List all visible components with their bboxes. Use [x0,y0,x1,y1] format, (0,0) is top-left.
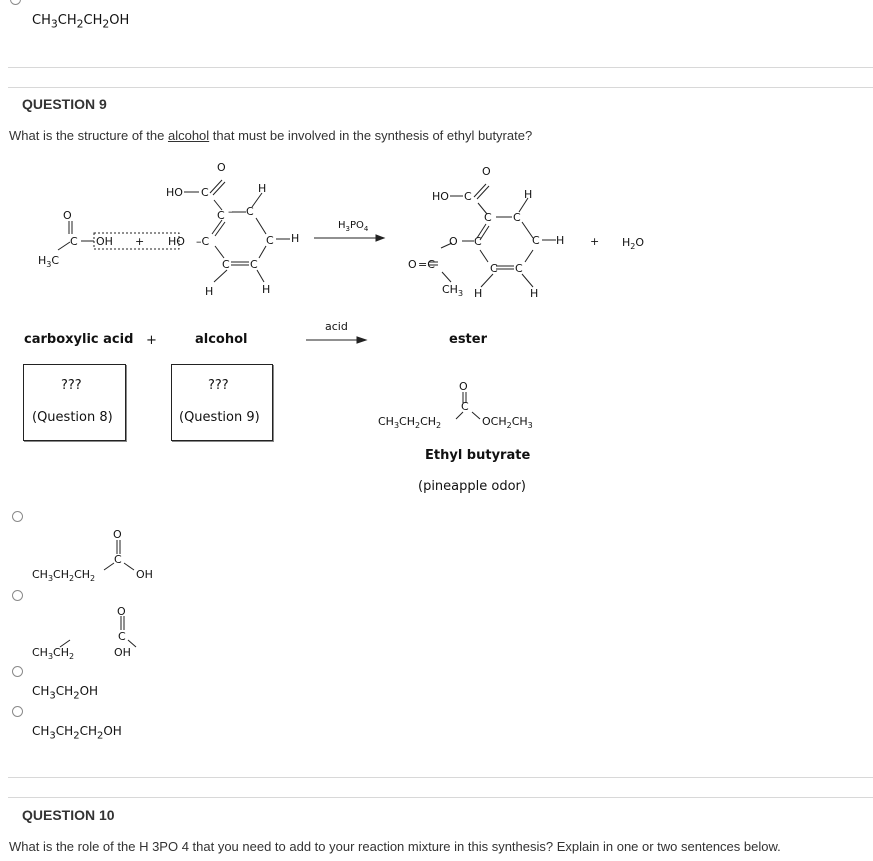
svg-text:+: + [590,235,600,248]
svg-text:O: O [408,258,417,271]
svg-text:O: O [449,235,458,248]
previous-option-label: $CH_3CH_2CH_2OH$ [32,13,130,31]
svg-text:H2O: $H_2O$ [622,236,645,251]
svg-text:CH3: $CH_3$ [442,283,464,298]
carboxylic-acid-label: carboxylic acid [24,332,134,347]
svg-text:O: O [459,380,468,393]
option-3-radio[interactable] [12,666,23,677]
svg-text:–C: –C [196,235,210,248]
svg-text:H3C: $H_3C$ [38,254,60,269]
svg-text:HO: HO [432,190,449,203]
option-3-label: $CH_3CH_2OH$ [32,684,99,702]
svg-text:HO: HO [166,186,183,199]
svg-text:C: C [515,262,523,275]
question-8-box-ref: (Question 8) [32,410,113,425]
svg-text:C: C [532,234,540,247]
question-10-title: QUESTION 10 [22,807,115,823]
option-4-radio[interactable] [12,706,23,717]
svg-text:H: H [262,283,271,296]
svg-text:–: – [228,205,234,218]
svg-text:C: C [70,235,78,248]
question-9-box-ref: (Question 9) [179,410,260,425]
svg-text:HO: HO [168,235,185,248]
svg-text:H: H [556,234,565,247]
question-10-prompt: What is the role of the H 3PO 4 that you need to add to your reaction mixture in this synthesis? Explain in one or two sentences below. [9,839,781,854]
option-2-structure [30,600,150,670]
svg-text:CH3CH2CH2: $CH_3CH_2CH_2$ [378,415,442,430]
svg-text:O: O [63,209,72,222]
acid-label: acid [325,320,348,333]
question-9-box-marks: ??? [208,378,229,393]
svg-text:C: C [484,211,492,224]
svg-text:C: C [118,630,126,643]
svg-text:O: O [217,161,226,174]
svg-text:C: C [250,258,258,271]
svg-text:+: + [135,235,145,248]
svg-text:O: O [482,165,491,178]
svg-text:H: H [205,285,214,298]
question-9-box [171,364,273,441]
svg-text:CH3CH2: $CH_3CH_2$ [32,646,75,661]
svg-text:C: C [114,553,122,566]
svg-text:O: O [113,528,122,541]
plus-sign: + [146,333,157,348]
svg-text:C: C [474,235,482,248]
svg-text:C: C [490,262,498,275]
svg-text:C: C [461,400,469,413]
option-1-radio[interactable] [12,511,23,522]
svg-text:H: H [291,232,300,245]
question-9-prompt: What is the structure of the alcohol that must be involved in the synthesis of ethyl butyrate? [9,128,533,143]
svg-text:C: C [222,258,230,271]
svg-text:=C: =C [418,258,435,271]
svg-text:O: O [117,605,126,618]
option-2-label [30,600,150,670]
option-4-label: $CH_3CH_2CH_2OH$ [32,724,122,742]
svg-text:H: H [524,188,533,201]
svg-text:C: C [201,186,209,199]
svg-text:OH: OH [114,646,131,659]
svg-text:OH: OH [96,235,113,248]
question-8-box-marks: ??? [61,378,82,393]
svg-text:C: C [513,211,521,224]
question-9-title: QUESTION 9 [22,96,107,112]
svg-text:H: H [474,287,483,300]
option-2-radio[interactable] [12,590,23,601]
svg-text:OH: OH [136,568,153,581]
question-8-box [23,364,126,441]
divider [8,797,873,798]
alcohol-label: alcohol [195,332,248,347]
alcohol-link: alcohol [167,128,210,143]
svg-text:C: C [464,190,472,203]
svg-text:C: C [217,209,225,222]
divider [8,777,873,778]
product-note: (pineapple odor) [418,479,526,494]
svg-text:H3PO4: $H_3PO_4$ [338,220,369,233]
svg-text:C: C [246,205,254,218]
svg-text:OCH2CH3: $OCH_2CH_3$ [482,415,533,430]
svg-text:C: C [266,234,274,247]
svg-text:H: H [530,287,539,300]
product-name: Ethyl butyrate [425,448,531,463]
svg-text:CH3CH2CH2: $CH_3CH_2CH_2$ [32,568,96,583]
ester-label: ester [449,332,487,347]
svg-text:H: H [258,182,267,195]
